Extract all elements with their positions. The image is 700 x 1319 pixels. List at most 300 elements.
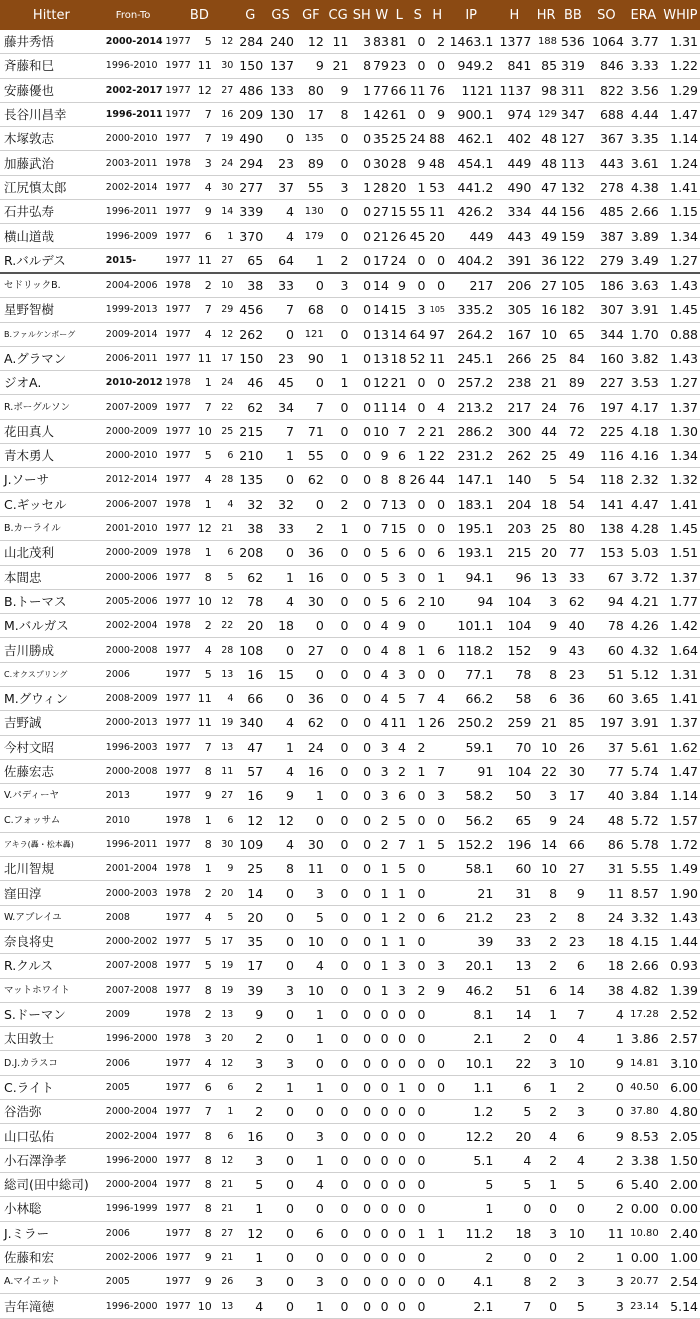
cell-bd: 14 xyxy=(212,200,236,224)
cell-by: 1977 xyxy=(163,565,193,589)
cell-s: 0 xyxy=(408,541,428,565)
cell-cg: 0 xyxy=(326,1221,351,1245)
cell-cg: 0 xyxy=(326,468,351,492)
cell-bm: 4 xyxy=(193,905,212,929)
table-row[interactable] xyxy=(0,346,700,370)
table-row[interactable] xyxy=(0,371,700,395)
cell-so: 11 xyxy=(587,881,626,905)
cell-cg: 0 xyxy=(326,735,351,759)
cell-l: 6 xyxy=(391,541,408,565)
cell-w: 4 xyxy=(373,711,390,735)
cell-gf: 4 xyxy=(296,1172,326,1196)
cell-ip: 404.2 xyxy=(447,248,495,273)
cell-hits: 262 xyxy=(495,444,533,468)
col-sh[interactable]: SH xyxy=(350,0,373,30)
cell-name: R.ボーグルソン xyxy=(0,395,103,419)
cell-hr: 48 xyxy=(533,151,559,175)
cell-hits: 140 xyxy=(495,468,533,492)
cell-l: 15 xyxy=(391,200,408,224)
cell-hr: 3 xyxy=(533,589,559,613)
cell-ip: 426.2 xyxy=(447,200,495,224)
cell-g: 12 xyxy=(235,1221,265,1245)
table-row[interactable] xyxy=(0,978,700,1002)
cell-cg: 0 xyxy=(326,1002,351,1026)
cell-bd: 27 xyxy=(212,784,236,808)
cell-bd: 28 xyxy=(212,468,236,492)
cell-gf: 36 xyxy=(296,687,326,711)
cell-gf: 89 xyxy=(296,151,326,175)
cell-ip: 58.1 xyxy=(447,857,495,881)
col-hitter[interactable]: Hitter xyxy=(0,0,103,30)
cell-l: 23 xyxy=(391,54,408,78)
cell-g: 17 xyxy=(235,954,265,978)
cell-whip: 1.47 xyxy=(661,759,700,783)
table-row[interactable] xyxy=(0,1100,700,1124)
cell-bm: 4 xyxy=(193,322,212,346)
cell-ip: 39 xyxy=(447,929,495,953)
cell-hr: 2 xyxy=(533,1100,559,1124)
cell-ip: 94.1 xyxy=(447,565,495,589)
cell-w: 42 xyxy=(373,102,390,126)
cell-years: 1996-1999 xyxy=(103,1197,164,1221)
cell-hits: 96 xyxy=(495,565,533,589)
cell-bd: 12 xyxy=(212,1148,236,1172)
cell-w: 5 xyxy=(373,565,390,589)
cell-hits: 6 xyxy=(495,1075,533,1099)
cell-era: 4.44 xyxy=(626,102,661,126)
cell-bd: 16 xyxy=(212,102,236,126)
cell-sh: 0 xyxy=(350,1172,373,1196)
table-row[interactable] xyxy=(0,905,700,929)
cell-gf: 0 xyxy=(296,1197,326,1221)
cell-bb: 23 xyxy=(559,662,587,686)
cell-cg: 0 xyxy=(326,151,351,175)
cell-w: 4 xyxy=(373,662,390,686)
col-s[interactable]: S xyxy=(408,0,428,30)
cell-bd: 30 xyxy=(212,175,236,199)
col-l[interactable]: L xyxy=(391,0,408,30)
cell-name: A.グラマン xyxy=(0,346,103,370)
table-row[interactable] xyxy=(0,662,700,686)
cell-hr: 16 xyxy=(533,298,559,322)
cell-bm: 2 xyxy=(193,881,212,905)
table-row[interactable] xyxy=(0,468,700,492)
cell-name: M.バルガス xyxy=(0,614,103,638)
cell-ip: 1.2 xyxy=(447,1100,495,1124)
table-row[interactable] xyxy=(0,127,700,151)
cell-cg: 0 xyxy=(326,298,351,322)
cell-cg: 2 xyxy=(326,248,351,273)
cell-gs: 0 xyxy=(265,1197,296,1221)
cell-by: 1977 xyxy=(163,516,193,540)
cell-bb: 4 xyxy=(559,1148,587,1172)
table-row[interactable] xyxy=(0,419,700,443)
cell-era: 3.86 xyxy=(626,1027,661,1051)
cell-era: 5.40 xyxy=(626,1172,661,1196)
table-row[interactable] xyxy=(0,1294,700,1318)
cell-h: 4 xyxy=(428,687,448,711)
col-hits[interactable]: H xyxy=(495,0,533,30)
cell-hr: 10 xyxy=(533,857,559,881)
cell-hits: 974 xyxy=(495,102,533,126)
cell-s: 3 xyxy=(408,298,428,322)
table-row[interactable] xyxy=(0,589,700,613)
cell-cg: 1 xyxy=(326,516,351,540)
cell-l: 28 xyxy=(391,151,408,175)
col-bb[interactable]: BB xyxy=(559,0,587,30)
table-row[interactable] xyxy=(0,759,700,783)
cell-so: 307 xyxy=(587,298,626,322)
cell-sh: 0 xyxy=(350,1051,373,1075)
cell-so: 0 xyxy=(587,1100,626,1124)
table-row[interactable] xyxy=(0,322,700,346)
table-row[interactable] xyxy=(0,954,700,978)
cell-s: 0 xyxy=(408,273,428,298)
cell-bm: 5 xyxy=(193,30,212,54)
cell-years: 2000-2010 xyxy=(103,127,164,151)
cell-whip: 1.45 xyxy=(661,516,700,540)
table-row[interactable] xyxy=(0,1051,700,1075)
cell-gs: 33 xyxy=(265,516,296,540)
cell-gf: 9 xyxy=(296,54,326,78)
cell-years: 2010-2012 xyxy=(103,371,164,395)
cell-cg: 0 xyxy=(326,1027,351,1051)
cell-w: 11 xyxy=(373,395,390,419)
cell-bb: 4 xyxy=(559,1027,587,1051)
cell-w: 27 xyxy=(373,200,390,224)
table-row[interactable] xyxy=(0,1002,700,1026)
cell-name: アキラ(轟・松本轟) xyxy=(0,832,103,856)
table-row[interactable] xyxy=(0,1221,700,1245)
cell-whip: 2.54 xyxy=(661,1270,700,1294)
cell-gs: 1 xyxy=(265,565,296,589)
cell-s: 0 xyxy=(408,784,428,808)
col-so[interactable]: SO xyxy=(587,0,626,30)
table-row[interactable] xyxy=(0,395,700,419)
cell-w: 28 xyxy=(373,175,390,199)
cell-era: 4.82 xyxy=(626,978,661,1002)
cell-years: 2002-2017 xyxy=(103,78,164,102)
cell-so: 344 xyxy=(587,322,626,346)
table-row[interactable] xyxy=(0,1172,700,1196)
cell-hr: 5 xyxy=(533,468,559,492)
cell-w: 0 xyxy=(373,1148,390,1172)
cell-hits: 13 xyxy=(495,954,533,978)
table-row[interactable] xyxy=(0,1148,700,1172)
cell-gf: 36 xyxy=(296,541,326,565)
col-gf[interactable]: GF xyxy=(296,0,326,30)
cell-h: 10 xyxy=(428,589,448,613)
cell-s: 0 xyxy=(408,565,428,589)
cell-h xyxy=(428,1124,448,1148)
cell-l: 0 xyxy=(391,1051,408,1075)
cell-cg: 0 xyxy=(326,1051,351,1075)
cell-by: 1977 xyxy=(163,589,193,613)
cell-years: 2009-2014 xyxy=(103,322,164,346)
cell-g: 109 xyxy=(235,832,265,856)
cell-hits: 23 xyxy=(495,905,533,929)
table-row[interactable] xyxy=(0,638,700,662)
cell-by: 1977 xyxy=(163,1075,193,1099)
cell-h: 26 xyxy=(428,711,448,735)
cell-bd: 4 xyxy=(212,492,236,516)
table-row[interactable] xyxy=(0,298,700,322)
table-row[interactable] xyxy=(0,565,700,589)
cell-g: 20 xyxy=(235,905,265,929)
table-row[interactable] xyxy=(0,857,700,881)
cell-bm: 6 xyxy=(193,224,212,248)
cell-sh: 0 xyxy=(350,638,373,662)
cell-whip: 1.37 xyxy=(661,711,700,735)
cell-so: 822 xyxy=(587,78,626,102)
table-row[interactable] xyxy=(0,735,700,759)
table-row[interactable] xyxy=(0,224,700,248)
cell-s: 0 xyxy=(408,248,428,273)
cell-cg: 0 xyxy=(326,419,351,443)
cell-whip: 1.57 xyxy=(661,808,700,832)
table-row[interactable] xyxy=(0,614,700,638)
table-row[interactable] xyxy=(0,444,700,468)
cell-bd: 1 xyxy=(212,1100,236,1124)
cell-hr: 27 xyxy=(533,273,559,298)
cell-ip: 5.1 xyxy=(447,1148,495,1172)
cell-h: 0 xyxy=(428,662,448,686)
cell-whip: 4.80 xyxy=(661,1100,700,1124)
col-w[interactable]: W xyxy=(373,0,390,30)
cell-cg: 0 xyxy=(326,784,351,808)
cell-g: 39 xyxy=(235,978,265,1002)
cell-name: C.フォッサム xyxy=(0,808,103,832)
col-era[interactable]: ERA xyxy=(626,0,661,30)
table-row[interactable] xyxy=(0,1027,700,1051)
cell-gf: 90 xyxy=(296,346,326,370)
col-whip[interactable]: WHIP xyxy=(661,0,700,30)
cell-bd: 21 xyxy=(212,1197,236,1221)
table-row[interactable] xyxy=(0,687,700,711)
cell-gs: 18 xyxy=(265,614,296,638)
cell-era: 4.26 xyxy=(626,614,661,638)
col-ip[interactable]: IP xyxy=(447,0,495,30)
cell-h: 0 xyxy=(428,273,448,298)
cell-years: 2000-2006 xyxy=(103,565,164,589)
cell-years: 2000-2009 xyxy=(103,419,164,443)
cell-by: 1977 xyxy=(163,1245,193,1269)
col-hr[interactable]: HR xyxy=(533,0,559,30)
table-row[interactable] xyxy=(0,30,700,54)
col-cg[interactable]: CG xyxy=(326,0,351,30)
cell-hits: 22 xyxy=(495,1051,533,1075)
cell-by: 1977 xyxy=(163,735,193,759)
cell-years: 2000-2013 xyxy=(103,711,164,735)
cell-gs: 0 xyxy=(265,1124,296,1148)
cell-hr: 9 xyxy=(533,614,559,638)
cell-hr: 1 xyxy=(533,1172,559,1196)
cell-hr: 3 xyxy=(533,1051,559,1075)
cell-g: 1 xyxy=(235,1197,265,1221)
table-row[interactable] xyxy=(0,273,700,298)
cell-cg: 0 xyxy=(326,589,351,613)
cell-hits: 266 xyxy=(495,346,533,370)
table-row[interactable] xyxy=(0,929,700,953)
cell-years: 2002-2006 xyxy=(103,1245,164,1269)
cell-bm: 9 xyxy=(193,200,212,224)
cell-name: 花田真人 xyxy=(0,419,103,443)
table-row[interactable] xyxy=(0,151,700,175)
cell-whip: 1.27 xyxy=(661,371,700,395)
cell-w: 5 xyxy=(373,541,390,565)
cell-hr: 188 xyxy=(533,30,559,54)
cell-gs: 0 xyxy=(265,905,296,929)
cell-gf: 3 xyxy=(296,1124,326,1148)
cell-so: 2 xyxy=(587,1197,626,1221)
cell-name: 山北茂利 xyxy=(0,541,103,565)
cell-bd: 6 xyxy=(212,808,236,832)
cell-gf: 3 xyxy=(296,1270,326,1294)
cell-years: 2006 xyxy=(103,1051,164,1075)
table-row[interactable] xyxy=(0,200,700,224)
cell-by: 1977 xyxy=(163,419,193,443)
table-row[interactable] xyxy=(0,808,700,832)
cell-ip: 213.2 xyxy=(447,395,495,419)
cell-gs: 33 xyxy=(265,273,296,298)
cell-bm: 5 xyxy=(193,929,212,953)
cell-gf: 68 xyxy=(296,298,326,322)
cell-era: 5.55 xyxy=(626,857,661,881)
cell-whip: 1.90 xyxy=(661,881,700,905)
table-row[interactable] xyxy=(0,492,700,516)
col-h[interactable]: H xyxy=(428,0,448,30)
cell-gf: 1 xyxy=(296,1002,326,1026)
cell-bd: 13 xyxy=(212,735,236,759)
table-row[interactable] xyxy=(0,54,700,78)
cell-s: 0 xyxy=(408,929,428,953)
cell-g: 46 xyxy=(235,371,265,395)
cell-bd: 9 xyxy=(212,857,236,881)
cell-w: 1 xyxy=(373,978,390,1002)
cell-cg: 0 xyxy=(326,1124,351,1148)
cell-bd: 11 xyxy=(212,759,236,783)
table-row[interactable] xyxy=(0,832,700,856)
cell-h: 76 xyxy=(428,78,448,102)
cell-ip: 5 xyxy=(447,1172,495,1196)
cell-whip: 2.05 xyxy=(661,1124,700,1148)
cell-era: 4.32 xyxy=(626,638,661,662)
cell-sh: 0 xyxy=(350,200,373,224)
cell-gs: 0 xyxy=(265,1172,296,1196)
table-row[interactable] xyxy=(0,248,700,273)
cell-gf: 6 xyxy=(296,1221,326,1245)
cell-l: 15 xyxy=(391,516,408,540)
cell-cg: 3 xyxy=(326,175,351,199)
col-g[interactable]: G xyxy=(235,0,265,30)
cell-l: 0 xyxy=(391,1245,408,1269)
cell-h: 5 xyxy=(428,832,448,856)
table-row[interactable] xyxy=(0,711,700,735)
cell-hits: 14 xyxy=(495,1002,533,1026)
cell-g: 62 xyxy=(235,565,265,589)
cell-hr: 20 xyxy=(533,541,559,565)
cell-bm: 1 xyxy=(193,541,212,565)
cell-bm: 3 xyxy=(193,151,212,175)
cell-hits: 5 xyxy=(495,1172,533,1196)
cell-name: 谷浩弥 xyxy=(0,1100,103,1124)
cell-g: 16 xyxy=(235,784,265,808)
cell-s: 0 xyxy=(408,1075,428,1099)
cell-hits: 206 xyxy=(495,273,533,298)
col-bd[interactable]: BD xyxy=(163,0,235,30)
table-row[interactable] xyxy=(0,78,700,102)
cell-h: 9 xyxy=(428,102,448,126)
cell-ip: 56.2 xyxy=(447,808,495,832)
cell-w: 1 xyxy=(373,954,390,978)
cell-years: 2008 xyxy=(103,905,164,929)
cell-years: 2013 xyxy=(103,784,164,808)
table-row[interactable] xyxy=(0,1124,700,1148)
table-row[interactable] xyxy=(0,175,700,199)
cell-gf: 10 xyxy=(296,929,326,953)
table-row[interactable] xyxy=(0,1075,700,1099)
table-row[interactable] xyxy=(0,1197,700,1221)
cell-so: 4 xyxy=(587,1002,626,1026)
cell-years: 2015- xyxy=(103,248,164,273)
cell-sh: 0 xyxy=(350,468,373,492)
cell-s: 24 xyxy=(408,127,428,151)
cell-hr: 24 xyxy=(533,395,559,419)
cell-bm: 9 xyxy=(193,784,212,808)
cell-cg: 0 xyxy=(326,881,351,905)
cell-h: 1 xyxy=(428,565,448,589)
cell-hr: 44 xyxy=(533,200,559,224)
cell-ip: 1 xyxy=(447,1197,495,1221)
cell-years: 1996-2011 xyxy=(103,832,164,856)
cell-sh: 0 xyxy=(350,711,373,735)
cell-era: 10.80 xyxy=(626,1221,661,1245)
cell-so: 1 xyxy=(587,1245,626,1269)
cell-hr: 0 xyxy=(533,1245,559,1269)
table-row[interactable] xyxy=(0,102,700,126)
cell-gf: 30 xyxy=(296,589,326,613)
cell-era: 5.12 xyxy=(626,662,661,686)
cell-g: 25 xyxy=(235,857,265,881)
col-fromto[interactable]: Fron-To xyxy=(103,0,164,30)
cell-w: 30 xyxy=(373,151,390,175)
cell-hr: 6 xyxy=(533,978,559,1002)
cell-bb: 5 xyxy=(559,1294,587,1318)
cell-h: 9 xyxy=(428,978,448,1002)
table-row[interactable] xyxy=(0,1245,700,1269)
table-row[interactable] xyxy=(0,541,700,565)
cell-l: 5 xyxy=(391,857,408,881)
cell-l: 1 xyxy=(391,1075,408,1099)
cell-g: 78 xyxy=(235,589,265,613)
cell-w: 0 xyxy=(373,1002,390,1026)
col-gs[interactable]: GS xyxy=(265,0,296,30)
cell-by: 1977 xyxy=(163,1100,193,1124)
cell-years: 1996-2010 xyxy=(103,54,164,78)
table-row[interactable] xyxy=(0,516,700,540)
cell-h xyxy=(428,1197,448,1221)
cell-so: 3 xyxy=(587,1294,626,1318)
table-row[interactable] xyxy=(0,1270,700,1294)
cell-so: 1064 xyxy=(587,30,626,54)
cell-by: 1977 xyxy=(163,1148,193,1172)
cell-l: 24 xyxy=(391,248,408,273)
table-row[interactable] xyxy=(0,881,700,905)
table-row[interactable] xyxy=(0,784,700,808)
cell-so: 94 xyxy=(587,589,626,613)
cell-by: 1977 xyxy=(163,102,193,126)
cell-l: 25 xyxy=(391,127,408,151)
